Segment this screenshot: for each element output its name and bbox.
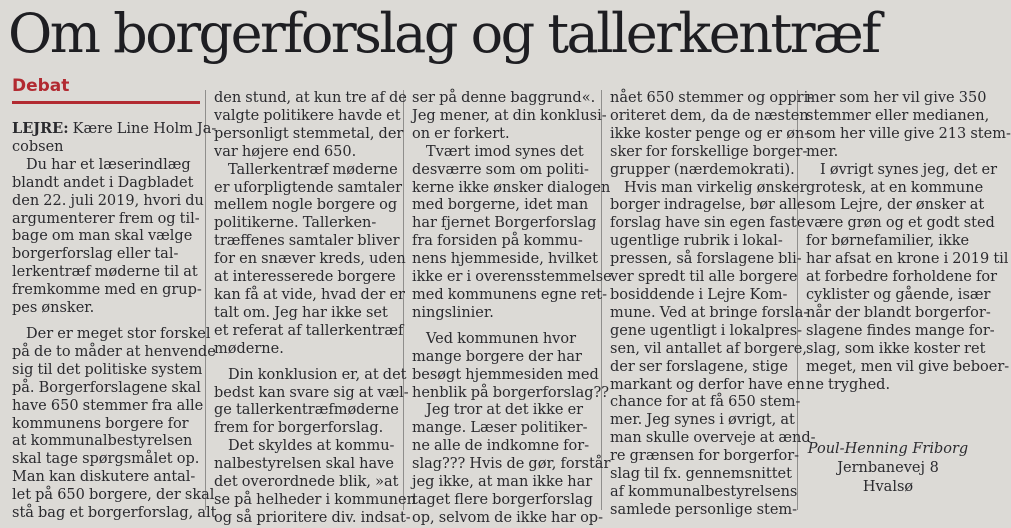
text-line: mange borgere der har <box>412 348 582 365</box>
text-line: et referat af tallerkentræf <box>214 322 404 339</box>
text-line: der ser forslagene, stige <box>610 358 788 375</box>
text-line: mellem nogle borgere og <box>214 197 398 214</box>
text-line: chance for at få 650 stem- <box>610 394 801 411</box>
text-line: at forbedre forholdene for <box>806 269 998 286</box>
text-line: ser på denne baggrund«. <box>412 90 596 106</box>
text-line: mer som her vil give 350 <box>806 90 987 106</box>
text-line: valgte politikere havde et <box>214 107 401 124</box>
text-line: markant og derfor have en <box>610 376 805 393</box>
text-line: det overordnede blik, »at <box>214 474 399 491</box>
author-name: Poul-Henning Friborg <box>807 441 969 457</box>
text-line: på de to måder at henvende <box>12 343 216 360</box>
article-column-4 <box>610 90 816 520</box>
text-line: ne tryghed. <box>806 376 891 393</box>
text-line: pes ønsker. <box>12 300 95 317</box>
text-line: med kommunens egne ret- <box>412 286 608 303</box>
text-line: LEJRE: Kære Line Holm Ja- <box>12 120 217 137</box>
text-line: meget, men vil give beboer- <box>806 358 1010 375</box>
text-line: Jeg mener, at din konklusi- <box>412 107 607 124</box>
text-line: skal tage spørgsmålet op. <box>12 451 200 468</box>
text-line: kan få at vide, hvad der er <box>214 286 405 303</box>
text-line: desværre som om politi- <box>412 161 589 178</box>
text-line: Din konklusion er, at det <box>228 366 407 383</box>
text-line: sker for forskellige borger- <box>610 143 808 160</box>
text-line: forslag have sin egen faste <box>610 215 806 232</box>
text-line: at kommunalbestyrelsen <box>12 433 193 450</box>
text-line: nalbestyrelsen skal have <box>214 456 394 473</box>
text-line: Det skyldes at kommu- <box>228 438 395 455</box>
text-line: gene ugentligt i lokalpres- <box>610 322 803 339</box>
text-line: oriteret dem, da de næsten <box>610 107 809 124</box>
text-line: henblik på borgerforslag?? <box>412 384 610 401</box>
text-line: lerkentræf møderne til at <box>12 264 198 281</box>
text-line: pressen, så forslagene bli- <box>610 251 802 268</box>
article-column-5 <box>806 90 1011 394</box>
text-line: var højere end 650. <box>214 143 357 160</box>
text-line: som her ville give 213 stem- <box>806 125 1011 142</box>
text-line: for børnefamilier, ikke <box>806 233 970 250</box>
text-line: personligt stemmetal, der <box>214 125 404 142</box>
text-line: for en snæver kreds, uden <box>214 251 406 268</box>
text-line: er uforpligtende samtaler <box>214 179 403 196</box>
signature-block <box>803 440 973 497</box>
text-line: har fjernet Borgerforslag <box>412 215 597 232</box>
text-line: sen, vil antallet af borgere, <box>610 340 807 357</box>
text-line: med borgerne, idet man <box>412 197 589 214</box>
text-line: politikerne. Tallerken- <box>214 215 377 232</box>
text-line: sig til det politiske system <box>12 361 203 378</box>
text-line: mange. Læser politiker- <box>412 420 588 437</box>
text-line: nens hjemmeside, hvilket <box>412 251 598 268</box>
text-line: som Lejre, der ønsker at <box>806 197 985 214</box>
text-line: blandt andet i Dagbladet <box>12 174 194 191</box>
text-line: I øvrigt synes jeg, det er <box>820 161 998 178</box>
article-column-1 <box>12 120 216 523</box>
article-headline: Om borgerforslag og tallerkentræf <box>8 2 879 65</box>
text-line: ikke koster penge og er øn- <box>610 125 810 142</box>
text-line: på. Borgerforslagene skal <box>12 379 201 396</box>
paragraph-gap <box>214 359 416 367</box>
text-line: borger indragelse, bør alle <box>610 197 806 214</box>
text-line: argumenterer frem og til- <box>12 210 200 227</box>
section-rule <box>12 101 200 104</box>
text-line: man skulle overveje at ænd- <box>610 430 816 447</box>
author-street: Jernbanevej 8 <box>837 460 939 476</box>
article-column-2 <box>214 90 416 528</box>
paragraph-gap <box>12 318 216 326</box>
text-line: besøgt hjemmesiden med <box>412 366 599 383</box>
text-line: være grøn og et godt sted <box>806 215 995 232</box>
text-line: ne alle de indkomne for- <box>412 438 590 455</box>
text-line: bage om man skal vælge <box>12 228 193 245</box>
text-line: frem for borgerforslag. <box>214 420 384 437</box>
text-line: at interesserede borgere <box>214 269 396 286</box>
text-line: stå bag et borgerforslag, alt <box>12 505 217 522</box>
text-line: Ved kommunen hvor <box>426 330 577 347</box>
text-line: når der blandt borgerfor- <box>806 304 991 321</box>
text-line: cyklister og gående, især <box>806 286 991 303</box>
text-line: op, selvom de ikke har op- <box>412 509 603 526</box>
text-line: taget flere borgerforslag <box>412 491 593 508</box>
text-line: træffenes samtaler bliver <box>214 233 400 250</box>
text-line: bosiddende i Lejre Kom- <box>610 286 788 303</box>
text-line: cobsen <box>12 138 64 155</box>
article-column-3 <box>412 90 612 528</box>
text-line: kerne ikke ønsker dialogen <box>412 179 611 196</box>
dateline: LEJRE: <box>12 120 69 137</box>
text-line: borgerforslag eller tal- <box>12 246 179 263</box>
text-line: se på helheder i kommunen <box>214 491 416 508</box>
text-line: Tvært imod synes det <box>426 143 584 160</box>
text-line: ge tallerkentræfmøderne <box>214 402 399 419</box>
text-line: slag til fx. gennemsnittet <box>610 466 792 483</box>
text-line: Der er meget stor forskel <box>26 325 211 342</box>
text-line: ningslinier. <box>412 304 494 321</box>
text-line: let på 650 borgere, der skal <box>12 487 215 504</box>
text-line: har afsat en krone i 2019 til <box>806 251 1009 268</box>
text-line: stemmer eller medianen, <box>806 107 990 124</box>
text-line: samlede personlige stem- <box>610 501 798 518</box>
text-line: mer. <box>806 143 839 160</box>
text-line: grupper (nærdemokrati). <box>610 161 795 178</box>
text-line: Hvis man virkelig ønsker <box>624 179 807 196</box>
text-line: kommunens borgere for <box>12 415 189 432</box>
author-town: Hvalsø <box>862 479 914 495</box>
text-line: møderne. <box>214 340 284 357</box>
text-line: ugentlige rubrik i lokal- <box>610 233 783 250</box>
text-line: og så prioritere div. indsat- <box>214 509 411 526</box>
text-line: jeg ikke, at man ikke har <box>412 474 593 491</box>
text-line: grotesk, at en kommune <box>806 179 984 196</box>
paragraph-gap <box>412 323 612 331</box>
text-line: have 650 stemmer fra alle <box>12 397 204 414</box>
text-line: talt om. Jeg har ikke set <box>214 304 388 321</box>
text-line: ikke er i overensstemmelse <box>412 269 612 286</box>
text-line: nået 650 stemmer og oppri- <box>610 90 814 106</box>
text-line: bedst kan svare sig at væl- <box>214 384 409 401</box>
text-line: Tallerkentræf møderne <box>228 161 398 178</box>
text-line: re grænsen for borgerfor- <box>610 448 800 465</box>
text-line: af kommunalbestyrelsens <box>610 483 798 500</box>
text-line: Man kan diskutere antal- <box>12 469 196 486</box>
text-line: on er forkert. <box>412 125 510 142</box>
text-line: slag??? Hvis de gør, forstår <box>412 456 611 473</box>
text-line: den stund, at kun tre af de <box>214 90 407 106</box>
text-line: den 22. juli 2019, hvori du <box>12 192 204 209</box>
text-line: mer. Jeg synes i øvrigt, at <box>610 412 795 429</box>
section-label: Debat <box>12 76 70 96</box>
text-line: fremkomme med en grup- <box>12 282 202 299</box>
text-line: slagene findes mange for- <box>806 322 995 339</box>
text-line: ver spredt til alle borgere <box>610 269 798 286</box>
text-line: mune. Ved at bringe forsla- <box>610 304 809 321</box>
text-line: Jeg tror at det ikke er <box>426 402 584 419</box>
text-line: fra forsiden på kommu- <box>412 233 583 250</box>
text-line: slag, som ikke koster ret <box>806 340 986 357</box>
text-line: Du har et læserindlæg <box>26 156 191 173</box>
